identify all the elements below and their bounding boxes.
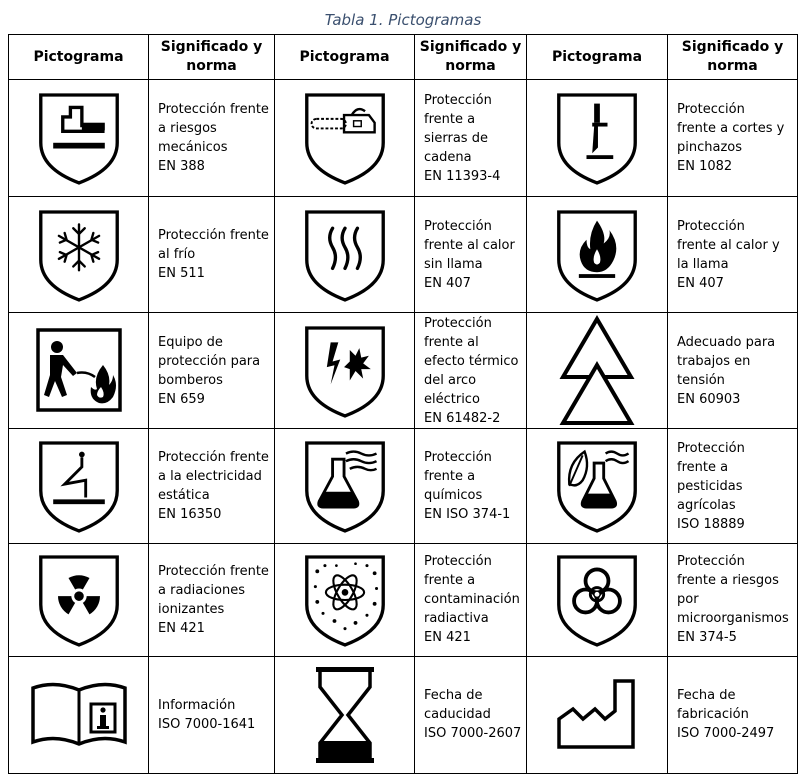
static-electricity-icon <box>36 437 122 535</box>
table-row <box>9 197 798 313</box>
meaning-line: al frío <box>158 247 196 263</box>
header-significado: Significado y norma <box>149 35 275 80</box>
standard-code: EN ISO 374-1 <box>424 507 511 523</box>
meaning-line: microorganismos <box>677 611 789 627</box>
standard-code: EN 511 <box>158 266 205 282</box>
meaning-line: Protección frente <box>158 563 269 579</box>
meaning-line: contaminación <box>424 592 520 608</box>
flame-icon <box>554 206 640 304</box>
meaning-line: a la electricidad <box>158 469 262 485</box>
meaning-line: Protección frente <box>158 102 269 118</box>
meaning-line: pinchazos <box>677 140 743 156</box>
meaning-line: eléctrico <box>424 391 480 407</box>
meaning-line: Fecha de <box>677 688 736 704</box>
meaning-line: frente al <box>424 334 479 350</box>
standard-code: EN 388 <box>158 159 205 175</box>
meaning-line: fabricación <box>677 707 749 723</box>
meaning-line: Fecha de <box>424 688 483 704</box>
chainsaw-icon <box>302 89 388 187</box>
meaning-line: Equipo de <box>158 334 223 350</box>
meaning-line: mecánicos <box>158 140 228 156</box>
information-book-icon <box>29 680 129 750</box>
meaning-line: Protección <box>677 554 745 570</box>
meaning-line: frente a <box>424 111 476 127</box>
standard-code: EN 421 <box>424 630 471 646</box>
standard-code: EN 1082 <box>677 159 733 175</box>
firefighter-icon <box>33 325 125 417</box>
standard-code: EN 421 <box>158 620 205 636</box>
meaning-line: frente a <box>424 573 476 589</box>
meaning-line: por <box>677 592 699 608</box>
meaning-line: trabajos en <box>677 353 751 369</box>
meaning-line: protección para <box>158 353 261 369</box>
pictogram-table <box>8 34 798 774</box>
header-pictograma: Pictograma <box>275 35 415 80</box>
meaning-line: Protección <box>424 218 492 234</box>
radioactive-contamination-icon <box>302 551 388 649</box>
knife-cut-icon <box>554 89 640 187</box>
meaning-line: frente a <box>424 469 476 485</box>
standard-code: ISO 18889 <box>677 516 745 532</box>
pesticide-leaf-icon <box>554 437 640 535</box>
meaning-line: a radiaciones <box>158 582 245 598</box>
meaning-line: Protección frente <box>158 450 269 466</box>
hourglass-icon <box>310 663 380 767</box>
header-pictograma: Pictograma <box>527 35 668 80</box>
meaning-line: ionizantes <box>158 601 225 617</box>
meaning-line: Protección <box>677 218 745 234</box>
meaning-line: frente al calor <box>424 237 515 253</box>
meaning-line: frente al calor y <box>677 237 780 253</box>
header-pictograma: Pictograma <box>9 35 149 80</box>
meaning-line: Protección frente <box>158 228 269 244</box>
meaning-line: agrícolas <box>677 497 736 513</box>
standard-code: EN 16350 <box>158 507 222 523</box>
standard-code: EN 61482-2 <box>424 410 501 426</box>
standard-code: EN 60903 <box>677 391 741 407</box>
double-triangle-icon <box>557 315 637 427</box>
standard-code: EN 11393-4 <box>424 168 501 184</box>
mechanical-risk-icon <box>36 89 122 187</box>
table-caption: Tabla 1. Pictogramas <box>324 11 482 29</box>
header-row <box>9 35 798 80</box>
meaning-line: efecto térmico <box>424 353 519 369</box>
factory-icon <box>555 675 639 755</box>
header-significado: Significado y norma <box>668 35 798 80</box>
meaning-line: Protección <box>424 315 492 331</box>
meaning-line: estática <box>158 488 210 504</box>
standard-code: ISO 7000-2607 <box>424 726 522 742</box>
meaning-line: sierras de <box>424 130 488 146</box>
electric-arc-icon <box>302 322 388 420</box>
meaning-line: bomberos <box>158 372 223 388</box>
meaning-line: frente a <box>677 459 729 475</box>
standard-code: EN 407 <box>677 275 724 291</box>
standard-code: ISO 7000-1641 <box>158 716 256 732</box>
meaning-line: Adecuado para <box>677 334 776 350</box>
meaning-line: Protección <box>677 440 745 456</box>
meaning-line: tensión <box>677 372 725 388</box>
meaning-line: Protección <box>424 450 492 466</box>
chemical-flask-icon <box>302 437 388 535</box>
meaning-line: frente a riesgos <box>677 573 779 589</box>
table-row <box>9 543 798 656</box>
table-row <box>9 429 798 543</box>
standard-code: EN 407 <box>424 275 471 291</box>
meaning-line: cadena <box>424 149 472 165</box>
meaning-line: Protección <box>677 102 745 118</box>
meaning-line: a riesgos <box>158 121 217 137</box>
meaning-line: Información <box>158 697 236 713</box>
biohazard-icon <box>554 551 640 649</box>
standard-code: EN 659 <box>158 391 205 407</box>
meaning-line: sin llama <box>424 256 483 272</box>
meaning-line: pesticidas <box>677 478 743 494</box>
heat-waves-icon <box>302 206 388 304</box>
meaning-line: del arco <box>424 372 477 388</box>
meaning-line: frente a cortes y <box>677 121 785 137</box>
meaning-line: Protección <box>424 554 492 570</box>
meaning-line: Protección <box>424 92 492 108</box>
standard-code: ISO 7000-2497 <box>677 726 775 742</box>
standard-code: EN 374-5 <box>677 630 737 646</box>
meaning-line: radiactiva <box>424 611 489 627</box>
table-row <box>9 656 798 773</box>
meaning-line: químicos <box>424 488 483 504</box>
header-significado: Significado y norma <box>415 35 527 80</box>
table-row <box>9 313 798 429</box>
meaning-line: caducidad <box>424 707 491 723</box>
table-row <box>9 80 798 197</box>
radiation-icon <box>36 551 122 649</box>
meaning-line: la llama <box>677 256 729 272</box>
snowflake-icon <box>36 206 122 304</box>
